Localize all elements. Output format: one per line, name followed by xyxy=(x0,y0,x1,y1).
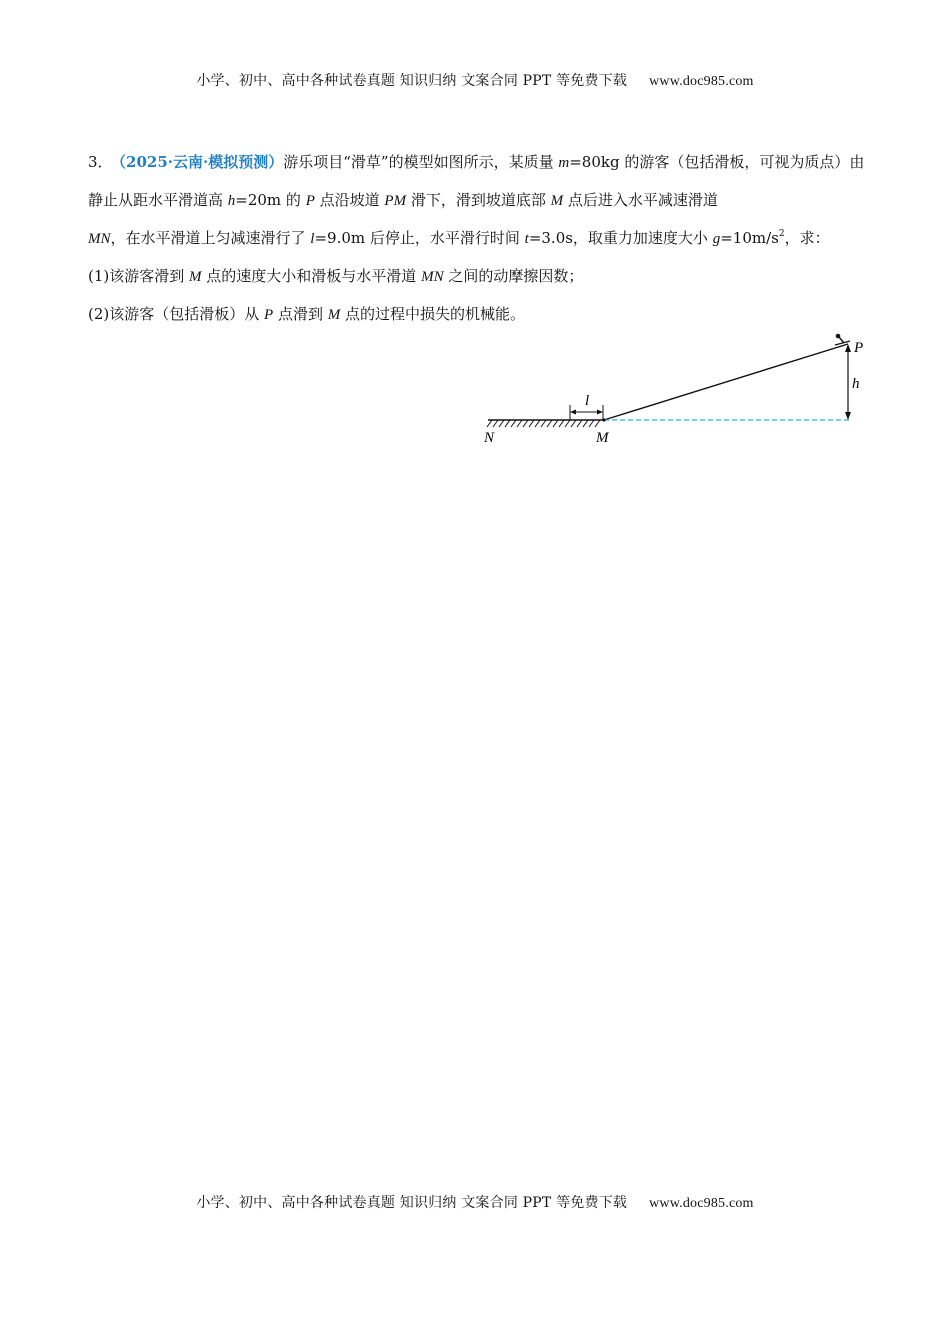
label-M: M xyxy=(596,430,609,446)
stem-seg6: 点后进入水平减速滑道 xyxy=(563,191,718,209)
slope-line-PM xyxy=(604,344,848,420)
header-text: 小学、初中、高中各种试卷真题 知识归纳 文案合同 PPT 等免费下载 xyxy=(196,73,628,89)
stem-seg5: 滑下，滑到坡道底部 xyxy=(406,191,551,209)
ground-hatch xyxy=(487,420,600,427)
q2-var-M: M xyxy=(327,307,341,323)
var-t: t xyxy=(524,231,529,247)
stem-seg8: =9.0m 后停止，水平滑行时间 xyxy=(314,229,525,247)
footer-text: 小学、初中、高中各种试卷真题 知识归纳 文案合同 PPT 等免费下载 xyxy=(196,1195,628,1211)
q2-text-c: 点的过程中损失的机械能。 xyxy=(340,305,526,323)
var-P: P xyxy=(305,193,315,209)
point-M-marker xyxy=(602,418,605,421)
height-arrow-head-bottom xyxy=(845,412,851,420)
question-1 xyxy=(88,258,866,296)
stem-seg4: 点沿坡道 xyxy=(314,191,385,209)
var-g: g xyxy=(712,231,721,247)
length-arrow-head-left xyxy=(570,410,576,415)
label-N: N xyxy=(484,430,495,446)
label-P: P xyxy=(854,340,864,356)
stem-seg10: =10m/s xyxy=(720,229,779,247)
q1-var-M: M xyxy=(189,269,202,285)
var-m: m xyxy=(558,155,570,171)
q2-text-a: (2)该游客（包括滑板）从 xyxy=(88,305,265,323)
q1-var-MN: MN xyxy=(421,269,444,285)
problem-number: 3． xyxy=(88,153,113,171)
stem-seg1: 游乐项目“滑草”的模型如图所示，某质量 xyxy=(283,153,559,171)
var-h: h xyxy=(227,193,236,209)
q2-text-b: 点滑到 xyxy=(273,305,328,323)
page-footer xyxy=(0,1192,950,1212)
q1-text-a: (1)该游客滑到 xyxy=(88,267,190,285)
var-MN: MN xyxy=(88,231,111,247)
stem-seg2: =80kg 的游客（包括滑板，可视为质点）由静止从距水平滑道高 xyxy=(88,153,865,209)
stem-seg9: =3.0s，取重力加速度大小 xyxy=(528,229,713,247)
label-l: l xyxy=(585,393,590,409)
problem-stem xyxy=(88,144,866,258)
stem-seg3: =20m 的 xyxy=(235,191,306,209)
problem-3 xyxy=(88,144,866,334)
stem-seg7: ，在水平滑道上匀减速滑行了 xyxy=(110,229,311,247)
label-h: h xyxy=(852,376,860,392)
q1-text-c: 之间的动摩擦因数； xyxy=(443,267,584,285)
var-M: M xyxy=(550,193,564,209)
page-header xyxy=(0,70,950,90)
q2-var-P: P xyxy=(264,307,274,323)
slope-diagram xyxy=(480,330,880,455)
superscript-2: 2 xyxy=(778,229,785,239)
header-site[interactable]: www.doc985.com xyxy=(649,74,754,89)
length-arrow-head-right xyxy=(597,410,603,415)
q1-text-b: 点的速度大小和滑板与水平滑道 xyxy=(201,267,422,285)
var-l: l xyxy=(310,231,315,247)
var-PM: PM xyxy=(384,193,407,209)
stem-seg11: ，求： xyxy=(784,229,830,247)
footer-site[interactable]: www.doc985.com xyxy=(649,1196,754,1211)
problem-source: （2025·云南·模拟预测） xyxy=(118,153,284,171)
question-2 xyxy=(88,296,866,334)
